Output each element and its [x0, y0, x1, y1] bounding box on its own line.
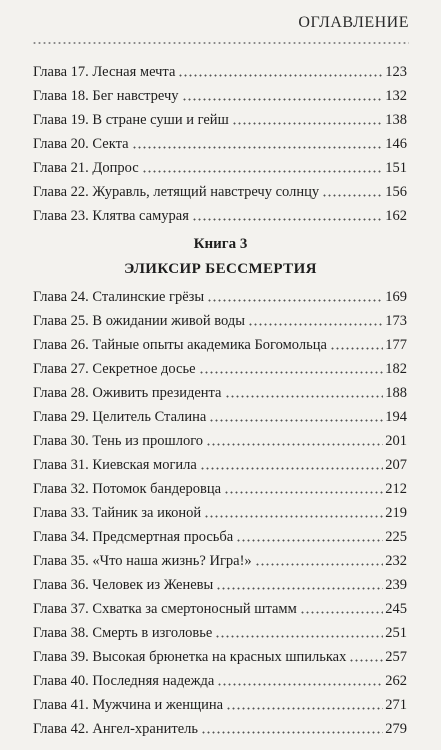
- dot-leader: [322, 194, 383, 197]
- page-number: 219: [385, 505, 407, 521]
- book-title: ЭЛИКСИР БЕССМЕРТИЯ: [124, 261, 317, 277]
- toc-entry: [33, 546, 407, 570]
- dot-leader: [225, 395, 384, 398]
- toc-entry: [33, 666, 407, 690]
- toc-entry: [33, 105, 407, 129]
- chapter-title: Глава 26. Тайные опыты академика Богомольца: [33, 337, 327, 353]
- dot-leader: [226, 707, 383, 710]
- page-number: 194: [385, 409, 407, 425]
- page-number: 123: [385, 64, 407, 80]
- page-number: 271: [385, 697, 407, 713]
- page-number: 156: [385, 184, 407, 200]
- toc-entry: [33, 153, 407, 177]
- chapter-title: Глава 41. Мужчина и женщина: [33, 697, 224, 713]
- chapter-title: Глава 33. Тайник за иконой: [33, 505, 202, 521]
- chapter-title: Глава 36. Человек из Женевы: [33, 577, 214, 593]
- page-number: 132: [385, 88, 407, 104]
- chapter-title: Глава 31. Киевская могила: [33, 457, 197, 473]
- dot-leader: [330, 347, 383, 350]
- dot-leader: [204, 515, 383, 518]
- chapter-title: Глава 28. Оживить президента: [33, 385, 222, 401]
- dot-leader: [199, 371, 384, 374]
- page-number: 146: [385, 136, 407, 152]
- page-number: 279: [385, 721, 407, 737]
- dot-leader: [248, 323, 383, 326]
- toc-list-part-1: [33, 57, 407, 225]
- page-number: 225: [385, 529, 407, 545]
- toc-entry: [33, 426, 407, 450]
- dot-leader: [255, 563, 384, 566]
- running-header: ОГЛАВЛЕНИЕ: [298, 14, 409, 31]
- dot-leader: [215, 635, 383, 638]
- chapter-title: Глава 37. Схватка за смертоносный штамм: [33, 601, 297, 617]
- dot-leader: [206, 443, 383, 446]
- chapter-title: Глава 40. Последняя надежда: [33, 673, 215, 689]
- chapter-title: Глава 23. Клятва самурая: [33, 208, 189, 224]
- toc-entry: [33, 129, 407, 153]
- chapter-title: Глава 21. Допрос: [33, 160, 139, 176]
- dot-leader: [200, 467, 383, 470]
- dot-leader: [217, 683, 383, 686]
- toc-entry: [33, 81, 407, 105]
- chapter-title: Глава 18. Бег навстречу: [33, 88, 179, 104]
- dot-leader: [300, 611, 384, 614]
- page-number: 239: [385, 577, 407, 593]
- toc-entry: [33, 57, 407, 81]
- toc-entry: [33, 402, 407, 426]
- page-number: 207: [385, 457, 407, 473]
- toc-entry: [33, 330, 407, 354]
- chapter-title: Глава 42. Ангел-хранитель: [33, 721, 198, 737]
- toc-entry: [33, 642, 407, 666]
- toc-entry: [33, 618, 407, 642]
- page-number: 257: [385, 649, 407, 665]
- chapter-title: Глава 39. Высокая брюнетка на красных шпильках: [33, 649, 347, 665]
- chapter-title: Глава 29. Целитель Сталина: [33, 409, 207, 425]
- chapter-title: Глава 25. В ожидании живой воды: [33, 313, 245, 329]
- page-number: 169: [385, 289, 407, 305]
- toc-entry: [33, 498, 407, 522]
- page-number: 212: [385, 481, 407, 497]
- toc-entry: [33, 306, 407, 330]
- dot-leader: [232, 122, 384, 125]
- toc-entry: [33, 450, 407, 474]
- page-number: 177: [385, 337, 407, 353]
- dot-leader: [182, 98, 384, 101]
- chapter-title: Глава 30. Тень из прошлого: [33, 433, 204, 449]
- chapter-title: Глава 17. Лесная мечта: [33, 64, 176, 80]
- dot-leader: [207, 299, 383, 302]
- page-number: 173: [385, 313, 407, 329]
- toc-entry: [33, 714, 407, 738]
- dot-leader: [216, 587, 383, 590]
- toc-entry: [33, 690, 407, 714]
- toc-entry: [33, 177, 407, 201]
- chapter-title: Глава 38. Смерть в изголовье: [33, 625, 213, 641]
- header-ornament-divider: [32, 40, 409, 46]
- page-number: 151: [385, 160, 407, 176]
- dot-leader: [349, 659, 383, 662]
- toc-entry: [33, 282, 407, 306]
- chapter-title: Глава 19. В стране суши и гейш: [33, 112, 229, 128]
- page-number: 262: [385, 673, 407, 689]
- toc-entry: [33, 570, 407, 594]
- page-number: 245: [385, 601, 407, 617]
- toc-entry: [33, 354, 407, 378]
- chapter-title: Глава 32. Потомок бандеровца: [33, 481, 222, 497]
- chapter-title: Глава 20. Секта: [33, 136, 129, 152]
- chapter-title: Глава 35. «Что наша жизнь? Игра!»: [33, 553, 252, 569]
- chapter-title: Глава 22. Журавль, летящий навстречу солнцу: [33, 184, 320, 200]
- dot-leader: [236, 539, 383, 542]
- page-number: 251: [385, 625, 407, 641]
- toc-list-part-2: [33, 282, 407, 738]
- chapter-title: Глава 24. Сталинские грёзы: [33, 289, 205, 305]
- toc-entry: [33, 201, 407, 225]
- page-number: 232: [385, 553, 407, 569]
- dot-leader: [201, 731, 383, 734]
- page-number: 162: [385, 208, 407, 224]
- toc-entry: [33, 594, 407, 618]
- dot-leader: [132, 146, 384, 149]
- dot-leader: [142, 170, 384, 173]
- page-number: 138: [385, 112, 407, 128]
- dot-leader: [209, 419, 383, 422]
- page-number: 188: [385, 385, 407, 401]
- dot-leader: [192, 218, 383, 221]
- dot-leader: [224, 491, 383, 494]
- page-number: 182: [385, 361, 407, 377]
- dot-leader: [178, 74, 383, 77]
- book-label: Книга 3: [193, 236, 248, 252]
- toc-entry: [33, 522, 407, 546]
- toc-entry: [33, 378, 407, 402]
- page-number: 201: [385, 433, 407, 449]
- toc-entry: [33, 474, 407, 498]
- chapter-title: Глава 34. Предсмертная просьба: [33, 529, 234, 545]
- chapter-title: Глава 27. Секретное досье: [33, 361, 196, 377]
